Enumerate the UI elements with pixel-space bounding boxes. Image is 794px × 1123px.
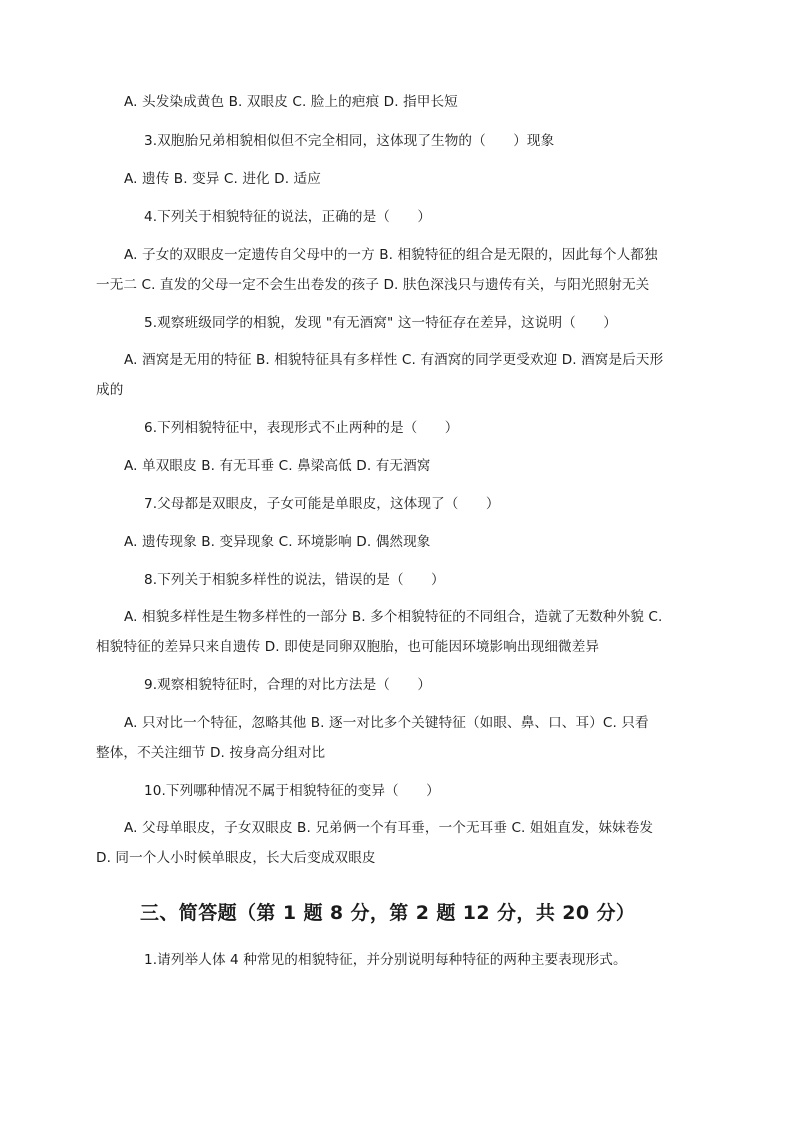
q7-options: A. 遗传现象 B. 变异现象 C. 环境影响 D. 偶然现象 [124,534,431,550]
q8-options-line-2: 相貌特征的差异只来自遗传 D. 即使是同卵双胞胎，也可能因环境影响出现细微差异 [96,639,600,655]
q10-options-line-1: A. 父母单眼皮，子女双眼皮 B. 兄弟俩一个有耳垂，一个无耳垂 C. 姐姐直发，妹妹卷发 [124,820,654,836]
q6-options: A. 单双眼皮 B. 有无耳垂 C. 鼻梁高低 D. 有无酒窝 [124,458,431,474]
q5-options-line-2: 成的 [96,382,124,398]
question-7: 7.父母都是双眼皮，子女可能是单眼皮，这体现了（ ） [144,496,500,512]
q8-options-line-1: A. 相貌多样性是生物多样性的一部分 B. 多个相貌特征的不同组合，造就了无数种外貌 C. [124,609,663,625]
short-answer-question-1: 1.请列举人体 4 种常见的相貌特征，并分别说明每种特征的两种主要表现形式。 [144,952,627,968]
question-4: 4.下列关于相貌特征的说法，正确的是（ ） [144,209,432,225]
q9-options-line-1: A. 只对比一个特征，忽略其他 B. 逐一对比多个关键特征（如眼、鼻、口、耳）C. 只看 [124,715,649,731]
q4-options-line-1: A. 子女的双眼皮一定遗传自父母中的一方 B. 相貌特征的组合是无限的，因此每个人都独 [124,247,658,263]
q4-options-line-2: 一无二 C. 直发的父母一定不会生出卷发的孩子 D. 肤色深浅只与遗传有关，与阳光照射无关 [96,277,650,293]
q2-options: A. 头发染成黄色 B. 双眼皮 C. 脸上的疤痕 D. 指甲长短 [124,94,458,110]
q9-options-line-2: 整体，不关注细节 D. 按身高分组对比 [96,745,326,761]
q5-options-line-1: A. 酒窝是无用的特征 B. 相貌特征具有多样性 C. 有酒窝的同学更受欢迎 D. 酒窝是后天形 [124,352,664,368]
q10-options-line-2: D. 同一个人小时候单眼皮，长大后变成双眼皮 [96,850,376,866]
question-9: 9.观察相貌特征时，合理的对比方法是（ ） [144,677,432,693]
question-3: 3.双胞胎兄弟相貌相似但不完全相同，这体现了生物的（ ）现象 [144,133,555,149]
question-10: 10.下列哪种情况不属于相貌特征的变异（ ） [144,783,440,799]
question-6: 6.下列相貌特征中，表现形式不止两种的是（ ） [144,420,459,436]
question-5: 5.观察班级同学的相貌，发现 "有无酒窝" 这一特征存在差异，这说明（ ） [144,315,617,331]
q3-options: A. 遗传 B. 变异 C. 进化 D. 适应 [124,171,321,187]
question-8: 8.下列关于相貌多样性的说法，错误的是（ ） [144,572,445,588]
section-3-heading: 三、简答题（第 1 题 8 分，第 2 题 12 分，共 20 分） [140,902,636,924]
